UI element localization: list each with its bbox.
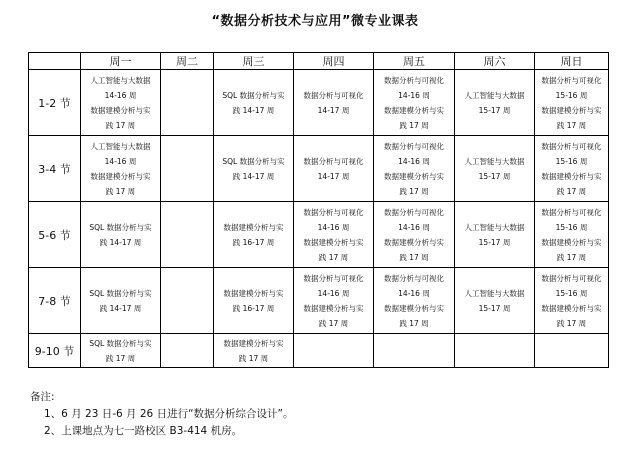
course-line: 践 17 周: [318, 252, 349, 262]
course-line: 践 17 周: [556, 318, 587, 328]
course-line: 数据建模分析与实: [223, 338, 284, 348]
course-line: 践 17 周: [399, 318, 429, 328]
course-cell: [161, 70, 214, 136]
course-line: 数据分析与可视化: [303, 156, 364, 166]
course-line: 数据分析与可视化: [384, 207, 444, 217]
course-cell: [81, 334, 161, 368]
course-line: 15-17 周: [478, 237, 511, 247]
course-line: 14-16 周: [398, 156, 430, 166]
course-line: 数据建模分析与实: [223, 222, 284, 232]
course-cell: [81, 268, 161, 334]
schedule-row: [29, 136, 609, 202]
schedule-row: [29, 70, 609, 136]
course-cell: [535, 136, 609, 202]
header-thursday: 周四: [294, 53, 374, 70]
course-cell: [81, 202, 161, 268]
course-cell: [455, 202, 535, 268]
course-line: 践 17 周: [399, 120, 429, 130]
course-cell: [81, 70, 161, 136]
course-line: 14-17 周: [317, 171, 350, 181]
course-line: 数据建模分析与实: [90, 105, 151, 115]
course-line: 数据分析与可视化: [384, 141, 444, 151]
course-line: SQL 数据分析与实: [222, 156, 285, 166]
course-cell: [214, 202, 294, 268]
course-line: SQL 数据分析与实: [89, 222, 152, 232]
course-line: 数据分析与可视化: [303, 273, 364, 283]
page-title: “数据分析技术与应用”微专业课表: [211, 14, 419, 29]
course-cell: [214, 136, 294, 202]
course-line: 14-16 周: [104, 156, 137, 166]
course-line: 数据建模分析与实: [541, 237, 602, 247]
course-line: 15-16 周: [555, 90, 588, 100]
schedule-row: [29, 202, 609, 268]
notes-section: [30, 389, 293, 440]
course-line: 15-16 周: [555, 222, 588, 232]
note-item: 2、上课地点为七一路校区 B3-414 机房。: [44, 425, 243, 437]
course-cell: [535, 202, 609, 268]
course-line: 数据建模分析与实: [90, 171, 151, 181]
course-line: 践 17 周: [556, 186, 587, 196]
course-line: 15-17 周: [478, 171, 511, 181]
course-line: 14-16 周: [317, 288, 350, 298]
course-line: 数据建模分析与实: [541, 171, 602, 181]
course-cell: [374, 268, 455, 334]
course-cell: [455, 136, 535, 202]
course-line: 14-16 周: [398, 90, 430, 100]
course-line: 践 17 周: [238, 353, 269, 363]
course-cell: [161, 334, 214, 368]
course-line: 14-16 周: [398, 288, 430, 298]
course-line: 数据分析与可视化: [541, 141, 602, 151]
course-cell: [161, 268, 214, 334]
schedule-table: [28, 52, 609, 368]
course-cell: [455, 268, 535, 334]
course-cell: [81, 136, 161, 202]
course-line: 人工智能与大数据: [464, 90, 525, 100]
course-cell: [294, 70, 374, 136]
course-line: 14-16 周: [104, 90, 137, 100]
course-line: SQL 数据分析与实: [222, 90, 285, 100]
period-label: 9-10 节: [29, 334, 81, 368]
course-cell: [161, 136, 214, 202]
course-cell: [294, 136, 374, 202]
course-cell: [374, 136, 455, 202]
course-line: 践 16-17 周: [232, 303, 275, 313]
course-line: 践 16-17 周: [232, 237, 275, 247]
course-line: 数据建模分析与实: [384, 237, 444, 247]
course-line: 人工智能与大数据: [464, 222, 525, 232]
course-line: 15-17 周: [478, 303, 511, 313]
header-wednesday: 周三: [214, 53, 294, 70]
course-line: 数据建模分析与实: [223, 288, 284, 298]
course-cell: [294, 202, 374, 268]
course-line: 14-17 周: [317, 105, 350, 115]
course-cell: [374, 334, 455, 368]
course-line: 数据分析与可视化: [384, 273, 444, 283]
header-corner: [29, 53, 81, 70]
course-line: 践 14-17 周: [232, 105, 275, 115]
course-line: 践 14-17 周: [232, 171, 275, 181]
period-label: 3-4 节: [29, 136, 81, 202]
note-item: 1、6 月 23 日-6 月 26 日进行“数据分析综合设计”。: [44, 408, 294, 420]
course-line: 数据建模分析与实: [541, 303, 602, 313]
course-line: 数据建模分析与实: [384, 171, 444, 181]
course-cell: [214, 334, 294, 368]
course-cell: [535, 268, 609, 334]
course-line: 14-16 周: [317, 222, 350, 232]
course-cell: [214, 268, 294, 334]
course-line: 践 17 周: [556, 120, 587, 130]
notes-heading: 备注:: [30, 391, 55, 403]
course-line: 数据建模分析与实: [303, 237, 364, 247]
header-saturday: 周六: [455, 53, 535, 70]
course-line: 践 17 周: [556, 252, 587, 262]
course-cell: [374, 70, 455, 136]
course-line: 15-16 周: [555, 288, 588, 298]
course-line: 数据分析与可视化: [303, 90, 364, 100]
course-cell: [294, 268, 374, 334]
header-tuesday: 周二: [161, 53, 214, 70]
header-friday: 周五: [374, 53, 455, 70]
course-line: 践 17 周: [105, 120, 136, 130]
course-line: 15-17 周: [478, 105, 511, 115]
course-line: 数据建模分析与实: [303, 303, 364, 313]
course-line: 数据分析与可视化: [303, 207, 364, 217]
course-cell: [535, 334, 609, 368]
course-line: 践 17 周: [105, 186, 136, 196]
course-cell: [161, 202, 214, 268]
course-line: 数据分析与可视化: [541, 273, 602, 283]
period-label: 1-2 节: [29, 70, 81, 136]
header-monday: 周一: [81, 53, 161, 70]
course-line: 数据建模分析与实: [541, 105, 602, 115]
course-cell: [294, 334, 374, 368]
course-line: 数据建模分析与实: [384, 105, 444, 115]
course-line: 数据分析与可视化: [384, 75, 444, 85]
course-cell: [214, 70, 294, 136]
course-line: 践 17 周: [399, 186, 429, 196]
course-line: 人工智能与大数据: [464, 156, 525, 166]
course-line: 践 14-17 周: [99, 303, 142, 313]
course-line: 人工智能与大数据: [90, 75, 151, 85]
course-line: 15-16 周: [555, 156, 588, 166]
course-line: 践 17 周: [105, 353, 136, 363]
course-cell: [455, 334, 535, 368]
header-sunday: 周日: [535, 53, 609, 70]
schedule-row: [29, 268, 609, 334]
course-line: 数据分析与可视化: [541, 207, 602, 217]
course-line: 践 17 周: [318, 318, 349, 328]
course-line: 数据建模分析与实: [384, 303, 444, 313]
course-line: 践 17 周: [399, 252, 429, 262]
period-label: 7-8 节: [29, 268, 81, 334]
schedule-row: [29, 334, 609, 368]
course-line: SQL 数据分析与实: [89, 338, 152, 348]
course-line: 14-16 周: [398, 222, 430, 232]
course-cell: [455, 70, 535, 136]
course-line: 数据分析与可视化: [541, 75, 602, 85]
course-line: SQL 数据分析与实: [89, 288, 152, 298]
course-line: 人工智能与大数据: [90, 141, 151, 151]
course-cell: [535, 70, 609, 136]
header-row: [29, 53, 609, 70]
period-label: 5-6 节: [29, 202, 81, 268]
course-line: 人工智能与大数据: [464, 288, 525, 298]
course-cell: [374, 202, 455, 268]
course-line: 践 14-17 周: [99, 237, 142, 247]
